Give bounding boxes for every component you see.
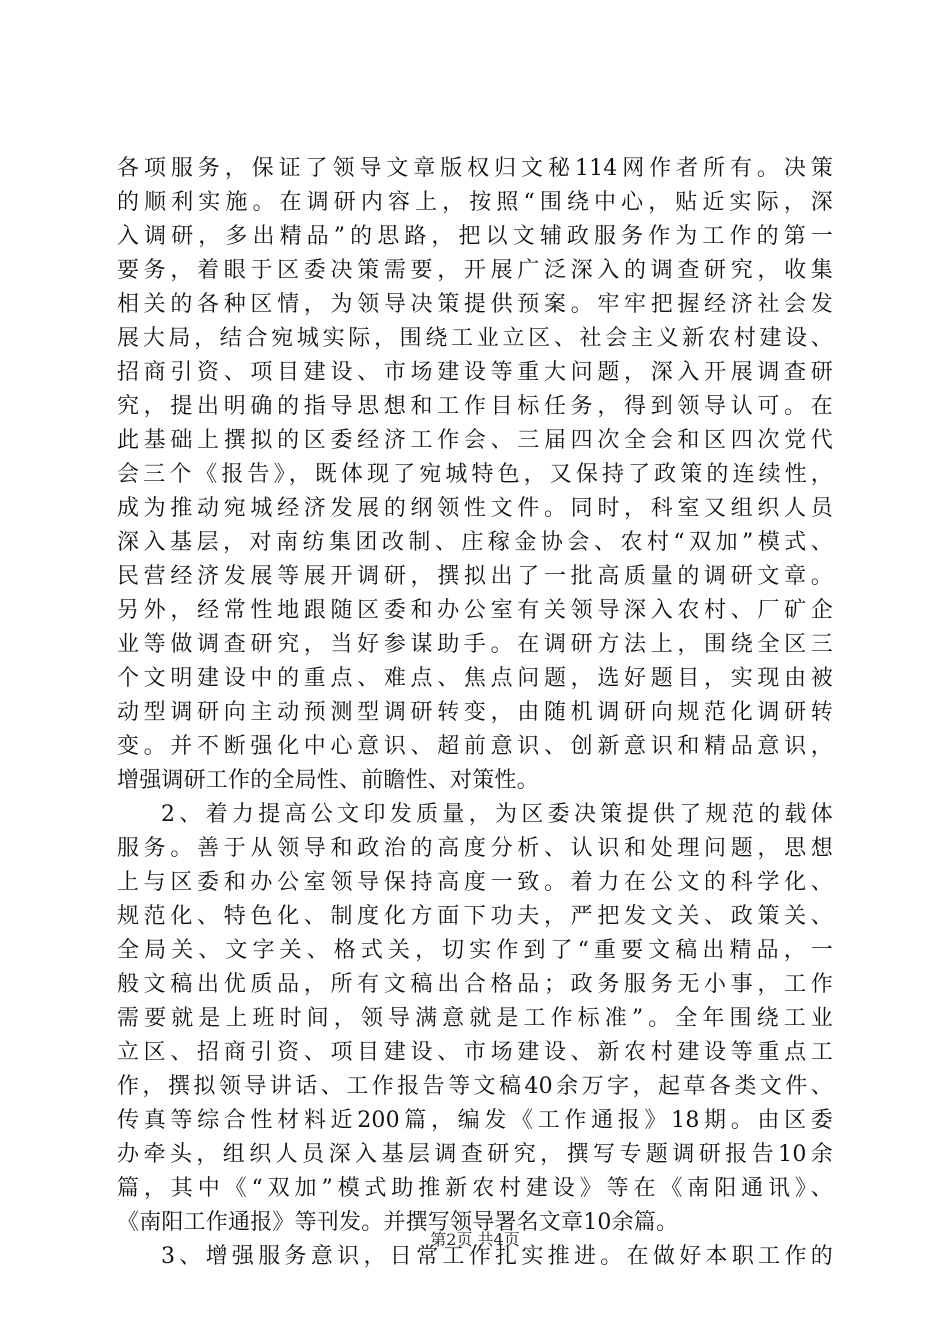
paragraph-end-line: 《南阳工作通报》等刊发。并撰写领导署名文章10余篇。 — [117, 1210, 679, 1235]
text-line: 全局关、文字关、格式关，切实作到了“重要文稿出精品，一 — [117, 938, 833, 963]
text-line: 规范化、特色化、制度化方面下功夫，严把发文关、政策关、 — [117, 904, 833, 929]
text-line: 各项服务，保证了领导文章版权归文秘114网作者所有。决策 — [117, 156, 833, 181]
paragraph-start-line: 3、增强服务意识，日常工作扎实推进。在做好本职工作的 — [161, 1244, 833, 1269]
text-line: 展大局，结合宛城实际，围绕工业立区、社会主义新农村建设、 — [117, 326, 833, 351]
text-line: 立区、招商引资、项目建设、市场建设、新农村建设等重点工 — [117, 1040, 833, 1065]
document-body — [117, 152, 833, 1274]
text-line: 上与区委和办公室领导保持高度一致。着力在公文的科学化、 — [117, 870, 833, 895]
text-line: 究，提出明确的指导思想和工作目标任务，得到领导认可。在 — [117, 394, 833, 419]
text-line: 传真等综合性材料近200篇，编发《工作通报》18期。由区委 — [117, 1108, 833, 1133]
text-line: 民营经济发展等展开调研，撰拟出了一批高质量的调研文章。 — [117, 564, 833, 589]
text-line: 此基础上撰拟的区委经济工作会、三届四次全会和区四次党代 — [117, 428, 833, 453]
text-line: 深入基层，对南纺集团改制、庄稼金协会、农村“双加”模式、 — [117, 530, 833, 555]
text-line: 入调研，多出精品”的思路，把以文辅政服务作为工作的第一 — [117, 224, 833, 249]
text-line: 业等做调查研究，当好参谋助手。在调研方法上，围绕全区三 — [117, 632, 833, 657]
paragraph-start-line: 2、着力提高公文印发质量，为区委决策提供了规范的载体 — [161, 802, 833, 827]
text-line: 动型调研向主动预测型调研转变，由随机调研向规范化调研转 — [117, 700, 833, 725]
text-line: 相关的各种区情，为领导决策提供预案。牢牢把握经济社会发 — [117, 292, 833, 317]
text-line: 办牵头，组织人员深入基层调查研究，撰写专题调研报告10余 — [117, 1142, 833, 1167]
text-line: 个文明建设中的重点、难点、焦点问题，选好题目，实现由被 — [117, 666, 833, 691]
page-footer: 第2页 共4页 — [430, 1230, 520, 1249]
text-line: 会三个《报告》，既体现了宛城特色，又保持了政策的连续性， — [117, 462, 833, 487]
text-line: 篇，其中《“双加”模式助推新农村建设》等在《南阳通讯》、 — [117, 1176, 833, 1201]
paragraph-end-line: 增强调研工作的全局性、前瞻性、对策性。 — [117, 768, 539, 793]
text-line: 变。并不断强化中心意识、超前意识、创新意识和精品意识， — [117, 734, 833, 759]
text-line: 作，撰拟领导讲话、工作报告等文稿40余万字，起草各类文件、 — [117, 1074, 833, 1099]
text-line: 另外，经常性地跟随区委和办公室有关领导深入农村、厂矿企 — [117, 598, 833, 623]
text-line: 要务，着眼于区委决策需要，开展广泛深入的调查研究，收集 — [117, 258, 833, 283]
text-line: 需要就是上班时间，领导满意就是工作标准”。全年围绕工业 — [117, 1006, 833, 1031]
text-line: 成为推动宛城经济发展的纲领性文件。同时，科室又组织人员 — [117, 496, 833, 521]
text-line: 般文稿出优质品，所有文稿出合格品；政务服务无小事，工作 — [117, 972, 833, 997]
text-line: 的顺利实施。在调研内容上，按照“围绕中心，贴近实际，深 — [117, 190, 833, 215]
text-line: 招商引资、项目建设、市场建设等重大问题，深入开展调查研 — [117, 360, 833, 385]
text-line: 服务。善于从领导和政治的高度分析、认识和处理问题，思想 — [117, 836, 833, 861]
